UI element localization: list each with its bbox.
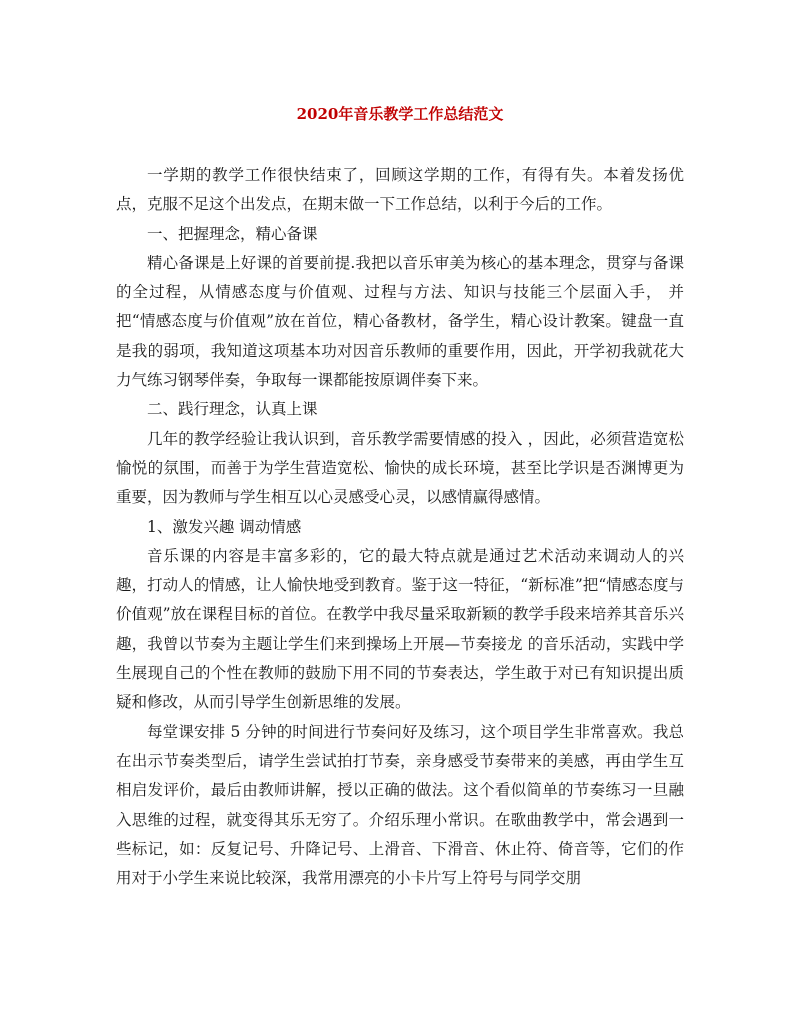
section-heading-1: 一、把握理念，精心备课 (147, 224, 318, 243)
paragraph-rhythm: 每堂课安排 5 分钟的时间进行节奏问好及练习，这个项目学生非常喜欢。我总在出示节奏类型后，请学生尝试拍打节奏，亲身感受节奏带来的美感，再由学生互相启发评价，最后由教师讲解，授以正确的做法。这个看似简单的节奏练习一旦融入思维的过程，就变得其乐无穷了。介绍乐理小常识。在歌曲教学中，常会遇到一些标记，如：反复记号、升降记号、上滑音、下滑音、休止符、倚音等，它们的作用对于小学生来说比较深，我常用漂亮的小卡片写上符号与同学交朋 (116, 722, 684, 888)
section-heading-2: 二、践行理念，认真上课 (147, 400, 318, 419)
subsection-heading-1: 1、激发兴趣 调动情感 (147, 517, 302, 536)
paragraph-teaching: 几年的教学经验让我认识到，音乐教学需要情感的投入 ，因此，必须营造宽松愉悦的氛围，而善于为学生营造宽松、愉快的成长环境，甚至比学识是否渊博更为重要，因为教师与学生相互以心灵感受心灵，以感情赢得感情。 (116, 429, 684, 507)
paragraph-intro: 一学期的教学工作很快结束了，回顾这学期的工作，有得有失。本着发扬优点，克服不足这个出发点，在期末做一下工作总结，以利于今后的工作。 (116, 166, 684, 214)
document-body (116, 161, 684, 893)
paragraph-preparation: 精心备课是上好课的首要前提.我把以音乐审美为核心的基本理念，贯穿与备课的全过程，从情感态度与价值观、过程与方法、知识与技能三个层面入手， 并把“情感态度与价值观”放在首位，精心备教材，备学生，精心设计教案。键盘一直是我的弱项，我知道这项基本功对因音乐教师的重要作用，因此，开学初我就花大力气练习钢琴伴奏，争取每一课都能按原调伴奏下来。 (116, 253, 684, 390)
paragraph-interest: 音乐课的内容是丰富多彩的，它的最大特点就是通过艺术活动来调动人的兴趣，打动人的情感，让人愉快地受到教育。鉴于这一特征，“新标准”把“情感态度与价值观”放在课程目标的首位。在教学中我尽量采取新颖的教学手段来培养其音乐兴趣，我曾以节奏为主题让学生们来到操场上开展—节奏接龙 的音乐活动，实践中学生展现自己的个性在教师的鼓励下用不同的节奏表达，学生敢于对已有知识提出质疑和修改，从而引导学生创新思维的发展。 (116, 546, 684, 712)
document-title: 2020年音乐教学工作总结范文 (296, 105, 504, 123)
